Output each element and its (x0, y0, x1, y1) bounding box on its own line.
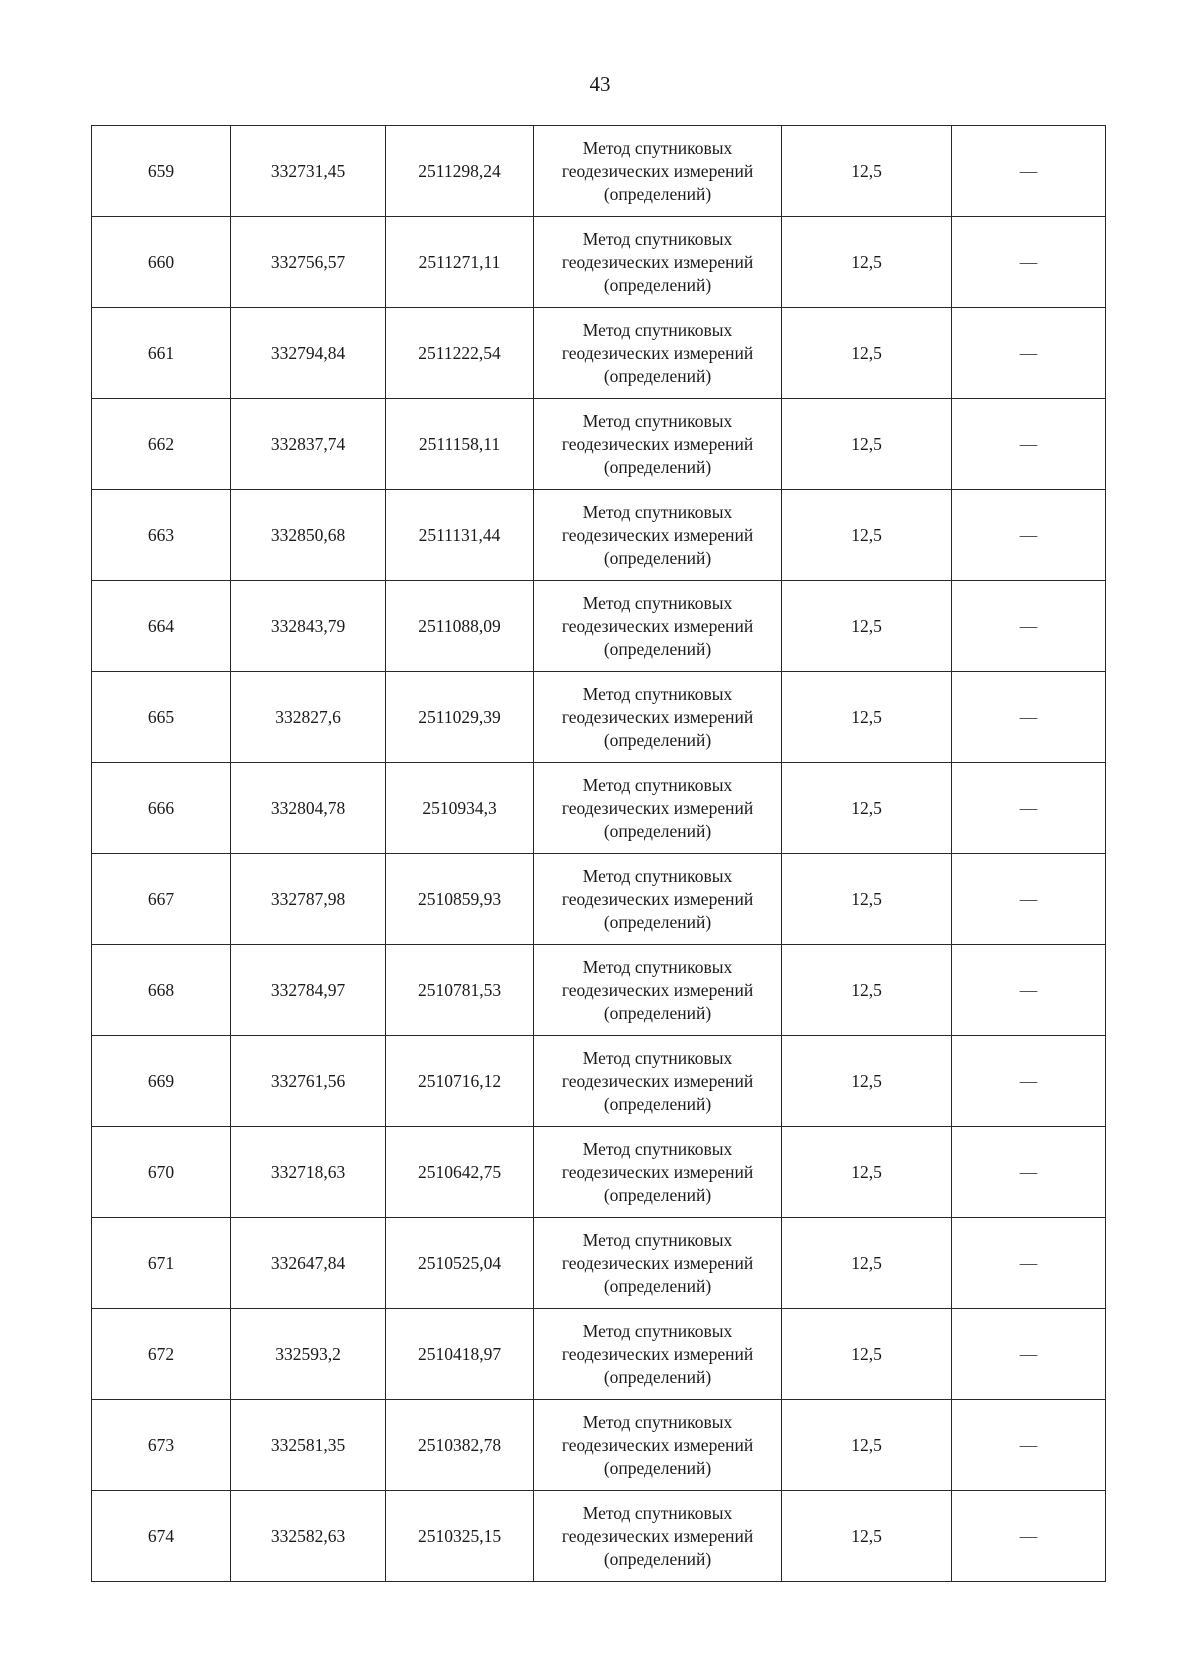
method-cell (534, 490, 782, 581)
description-cell: — (952, 1218, 1106, 1309)
method-line: (определений) (603, 820, 712, 841)
method-line: геодезических измерений (561, 706, 754, 727)
method-line: геодезических измерений (561, 797, 754, 818)
y-coordinate-cell: 2510382,78 (386, 1400, 534, 1491)
accuracy-cell: 12,5 (782, 1218, 952, 1309)
y-coordinate-cell: 2511158,11 (386, 399, 534, 490)
method-line: геодезических измерений (561, 1070, 754, 1091)
accuracy-cell: 12,5 (782, 854, 952, 945)
table-row (92, 1400, 1106, 1491)
point-number-cell: 668 (92, 945, 231, 1036)
method-cell (534, 1036, 782, 1127)
method-cell (534, 217, 782, 308)
y-coordinate-cell: 2511271,11 (386, 217, 534, 308)
method-line: Метод спутниковых (582, 228, 733, 249)
y-coordinate-cell: 2511298,24 (386, 126, 534, 217)
y-coordinate-cell: 2510525,04 (386, 1218, 534, 1309)
x-coordinate-cell: 332794,84 (231, 308, 386, 399)
x-coordinate-cell: 332647,84 (231, 1218, 386, 1309)
accuracy-cell: 12,5 (782, 1127, 952, 1218)
method-line: (определений) (603, 456, 712, 477)
table-row (92, 1127, 1106, 1218)
method-line: (определений) (603, 729, 712, 750)
method-line: Метод спутниковых (582, 1138, 733, 1159)
method-cell (534, 763, 782, 854)
y-coordinate-cell: 2510325,15 (386, 1491, 534, 1582)
method-line: геодезических измерений (561, 1343, 754, 1364)
y-coordinate-cell: 2510934,3 (386, 763, 534, 854)
description-cell: — (952, 763, 1106, 854)
point-number-cell: 662 (92, 399, 231, 490)
description-cell: — (952, 581, 1106, 672)
accuracy-cell: 12,5 (782, 217, 952, 308)
y-coordinate-cell: 2510716,12 (386, 1036, 534, 1127)
method-line: (определений) (603, 274, 712, 295)
method-cell (534, 1218, 782, 1309)
point-number-cell: 673 (92, 1400, 231, 1491)
table-row (92, 1036, 1106, 1127)
x-coordinate-cell: 332837,74 (231, 399, 386, 490)
y-coordinate-cell: 2511088,09 (386, 581, 534, 672)
method-cell (534, 399, 782, 490)
table-row (92, 399, 1106, 490)
method-line: (определений) (603, 365, 712, 386)
method-line: Метод спутниковых (582, 319, 733, 340)
y-coordinate-cell: 2511131,44 (386, 490, 534, 581)
description-cell: — (952, 854, 1106, 945)
point-number-cell: 670 (92, 1127, 231, 1218)
method-cell (534, 1127, 782, 1218)
accuracy-cell: 12,5 (782, 763, 952, 854)
table-row (92, 308, 1106, 399)
method-cell (534, 1400, 782, 1491)
method-line: Метод спутниковых (582, 865, 733, 886)
method-line: геодезических измерений (561, 433, 754, 454)
y-coordinate-cell: 2511029,39 (386, 672, 534, 763)
accuracy-cell: 12,5 (782, 126, 952, 217)
point-number-cell: 674 (92, 1491, 231, 1582)
method-line: геодезических измерений (561, 342, 754, 363)
method-line: Метод спутниковых (582, 592, 733, 613)
method-line: геодезических измерений (561, 1525, 754, 1546)
method-cell (534, 1491, 782, 1582)
y-coordinate-cell: 2510859,93 (386, 854, 534, 945)
table-row (92, 672, 1106, 763)
x-coordinate-cell: 332731,45 (231, 126, 386, 217)
point-number-cell: 664 (92, 581, 231, 672)
description-cell: — (952, 1127, 1106, 1218)
description-cell: — (952, 1400, 1106, 1491)
method-line: (определений) (603, 547, 712, 568)
point-number-cell: 667 (92, 854, 231, 945)
method-line: геодезических измерений (561, 251, 754, 272)
x-coordinate-cell: 332827,6 (231, 672, 386, 763)
y-coordinate-cell: 2511222,54 (386, 308, 534, 399)
point-number-cell: 665 (92, 672, 231, 763)
method-line: Метод спутниковых (582, 1047, 733, 1068)
description-cell: — (952, 1491, 1106, 1582)
description-cell: — (952, 399, 1106, 490)
point-number-cell: 666 (92, 763, 231, 854)
point-number-cell: 669 (92, 1036, 231, 1127)
method-line: Метод спутниковых (582, 501, 733, 522)
point-number-cell: 661 (92, 308, 231, 399)
method-line: (определений) (603, 1457, 712, 1478)
x-coordinate-cell: 332843,79 (231, 581, 386, 672)
method-line: Метод спутниковых (582, 1229, 733, 1250)
method-line: Метод спутниковых (582, 1320, 733, 1341)
point-number-cell: 663 (92, 490, 231, 581)
accuracy-cell: 12,5 (782, 1036, 952, 1127)
x-coordinate-cell: 332761,56 (231, 1036, 386, 1127)
page-number: 43 (589, 72, 611, 96)
method-line: геодезических измерений (561, 979, 754, 1000)
table-row (92, 1491, 1106, 1582)
accuracy-cell: 12,5 (782, 1309, 952, 1400)
point-number-cell: 659 (92, 126, 231, 217)
x-coordinate-cell: 332784,97 (231, 945, 386, 1036)
accuracy-cell: 12,5 (782, 308, 952, 399)
table-row (92, 126, 1106, 217)
x-coordinate-cell: 332787,98 (231, 854, 386, 945)
accuracy-cell: 12,5 (782, 945, 952, 1036)
method-line: (определений) (603, 1184, 712, 1205)
method-line: геодезических измерений (561, 615, 754, 636)
x-coordinate-cell: 332581,35 (231, 1400, 386, 1491)
method-line: (определений) (603, 1366, 712, 1387)
table-row (92, 581, 1106, 672)
table-row (92, 490, 1106, 581)
method-cell (534, 945, 782, 1036)
method-line: (определений) (603, 1002, 712, 1023)
x-coordinate-cell: 332582,63 (231, 1491, 386, 1582)
method-line: Метод спутниковых (582, 683, 733, 704)
method-line: Метод спутниковых (582, 774, 733, 795)
point-number-cell: 672 (92, 1309, 231, 1400)
method-line: геодезических измерений (561, 1434, 754, 1455)
description-cell: — (952, 672, 1106, 763)
coordinates-table-body (92, 126, 1106, 1582)
method-line: Метод спутниковых (582, 137, 733, 158)
method-line: Метод спутниковых (582, 1411, 733, 1432)
accuracy-cell: 12,5 (782, 1491, 952, 1582)
point-number-cell: 671 (92, 1218, 231, 1309)
point-number-cell: 660 (92, 217, 231, 308)
table-row (92, 1309, 1106, 1400)
method-line: Метод спутниковых (582, 956, 733, 977)
accuracy-cell: 12,5 (782, 490, 952, 581)
table-row (92, 854, 1106, 945)
table-row (92, 217, 1106, 308)
method-cell (534, 581, 782, 672)
table-row (92, 1218, 1106, 1309)
x-coordinate-cell: 332718,63 (231, 1127, 386, 1218)
description-cell: — (952, 1309, 1106, 1400)
method-line: Метод спутниковых (582, 1502, 733, 1523)
accuracy-cell: 12,5 (782, 581, 952, 672)
x-coordinate-cell: 332850,68 (231, 490, 386, 581)
method-line: (определений) (603, 183, 712, 204)
method-line: геодезических измерений (561, 524, 754, 545)
description-cell: — (952, 945, 1106, 1036)
accuracy-cell: 12,5 (782, 399, 952, 490)
description-cell: — (952, 126, 1106, 217)
accuracy-cell: 12,5 (782, 1400, 952, 1491)
method-line: (определений) (603, 1548, 712, 1569)
x-coordinate-cell: 332593,2 (231, 1309, 386, 1400)
method-line: (определений) (603, 1275, 712, 1296)
table-row (92, 945, 1106, 1036)
y-coordinate-cell: 2510781,53 (386, 945, 534, 1036)
description-cell: — (952, 308, 1106, 399)
table-row (92, 763, 1106, 854)
accuracy-cell: 12,5 (782, 672, 952, 763)
method-cell (534, 308, 782, 399)
method-line: геодезических измерений (561, 1161, 754, 1182)
method-cell (534, 854, 782, 945)
method-line: геодезических измерений (561, 160, 754, 181)
description-cell: — (952, 490, 1106, 581)
x-coordinate-cell: 332804,78 (231, 763, 386, 854)
method-line: (определений) (603, 1093, 712, 1114)
method-cell (534, 126, 782, 217)
y-coordinate-cell: 2510642,75 (386, 1127, 534, 1218)
method-cell (534, 1309, 782, 1400)
coordinates-table (91, 125, 1106, 1582)
method-line: (определений) (603, 911, 712, 932)
description-cell: — (952, 1036, 1106, 1127)
method-line: (определений) (603, 638, 712, 659)
x-coordinate-cell: 332756,57 (231, 217, 386, 308)
method-line: геодезических измерений (561, 1252, 754, 1273)
y-coordinate-cell: 2510418,97 (386, 1309, 534, 1400)
description-cell: — (952, 217, 1106, 308)
method-line: геодезических измерений (561, 888, 754, 909)
method-cell (534, 672, 782, 763)
method-line: Метод спутниковых (582, 410, 733, 431)
